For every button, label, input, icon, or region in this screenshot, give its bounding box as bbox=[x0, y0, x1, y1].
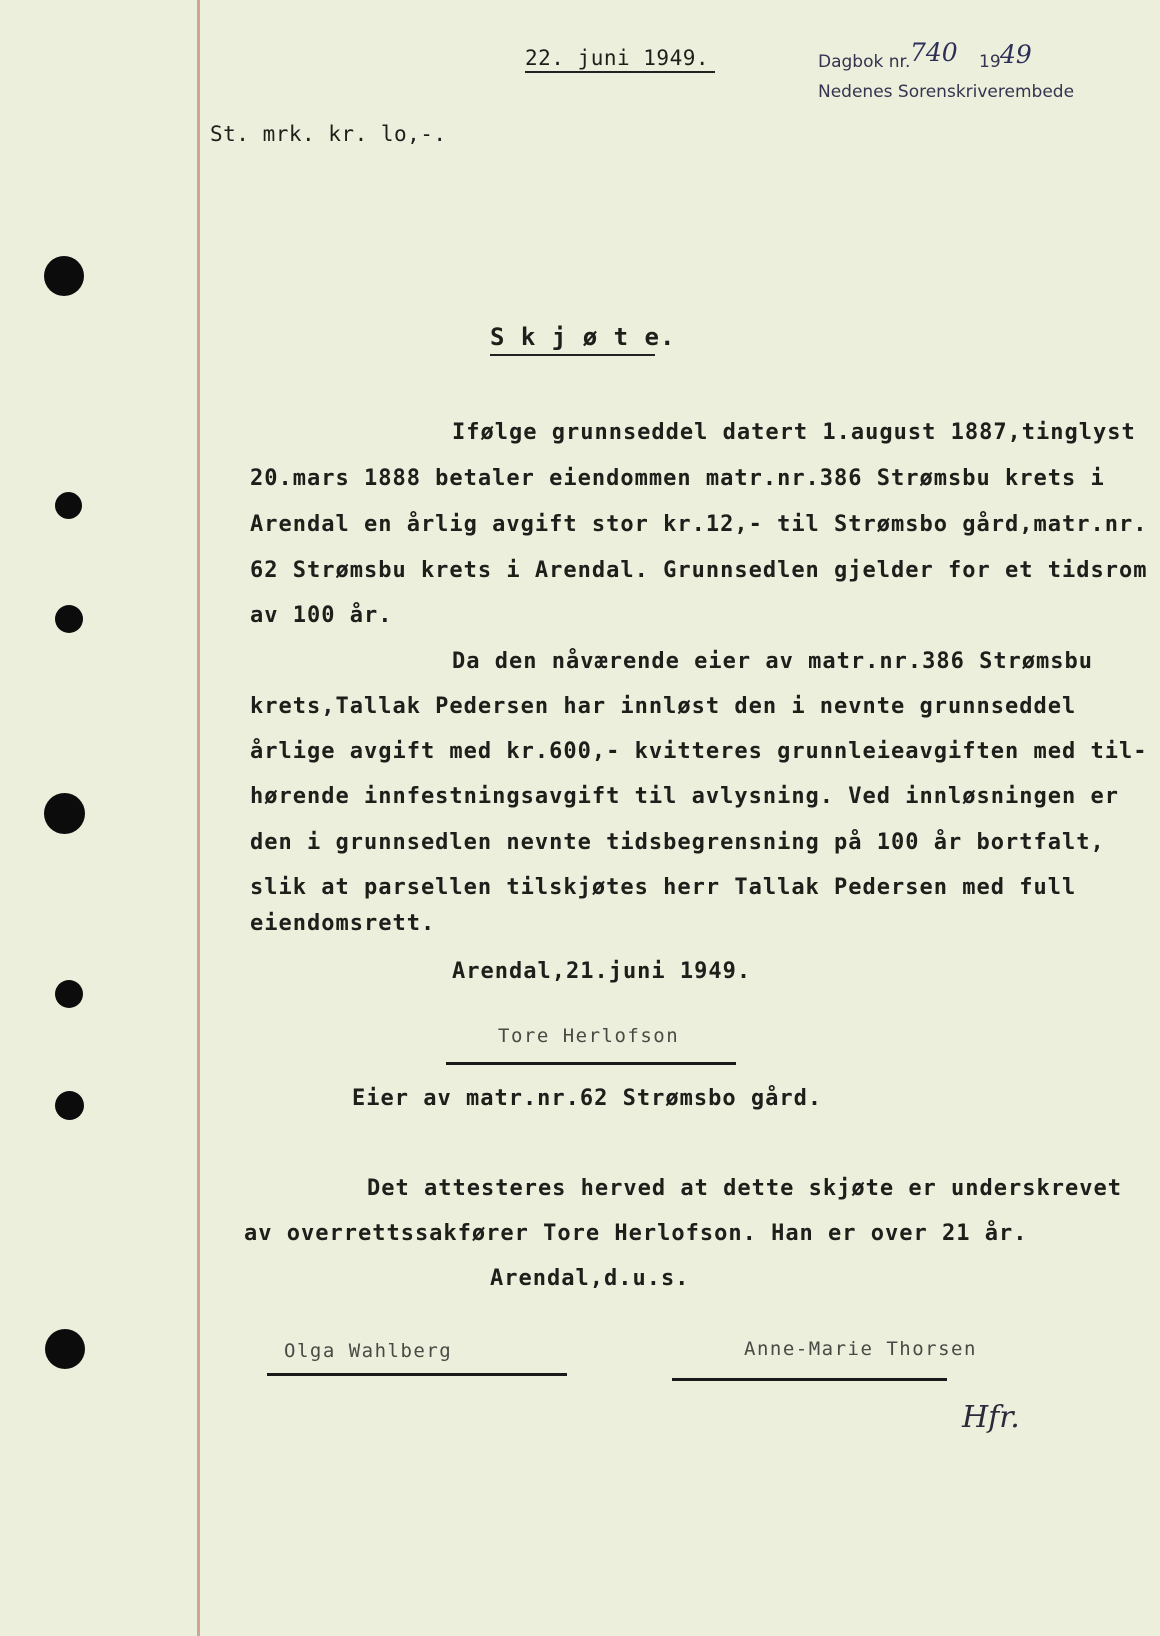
signer-title: Eier av matr.nr.62 Strømsbo gård. bbox=[352, 1086, 823, 1111]
body-line: Ifølge grunnseddel datert 1.august 1887,tinglyst bbox=[452, 420, 1136, 445]
document-date: 22. juni 1949. bbox=[525, 46, 710, 70]
witness-1: Olga Wahlberg bbox=[284, 1340, 453, 1362]
signer-name: Tore Herlofson bbox=[498, 1025, 680, 1047]
place-date: Arendal,21.juni 1949. bbox=[452, 959, 752, 984]
title-underline bbox=[490, 354, 655, 356]
body-line: Da den nåværende eier av matr.nr.386 Strømsbu bbox=[452, 649, 1094, 674]
punch-hole-6 bbox=[55, 1091, 84, 1120]
attest-line: av overrettssakfører Tore Herlofson. Han er over 21 år. bbox=[244, 1221, 1028, 1246]
body-line: Arendal en årlig avgift stor kr.12,- til Strømsbo gård,matr.nr. bbox=[250, 512, 1148, 537]
stamp-dagbok-label: Dagbok nr. bbox=[818, 52, 911, 72]
attest-line: Det attesteres herved at dette skjøte er underskrevet bbox=[367, 1176, 1122, 1201]
date-underline bbox=[525, 71, 715, 73]
body-line: slik at parsellen tilskjøtes herr Tallak Pedersen med full bbox=[250, 875, 1077, 900]
margin-rule bbox=[197, 0, 200, 1636]
stamp-office: Nedenes Sorenskriverembede bbox=[818, 82, 1075, 102]
witness-2-signature-line bbox=[672, 1378, 947, 1381]
body-line: krets,Tallak Pedersen har innløst den i nevnte grunnseddel bbox=[250, 694, 1077, 719]
body-line: årlige avgift med kr.600,- kvitteres grunnleieavgiften med til- bbox=[250, 739, 1148, 764]
body-line: 62 Strømsbu krets i Arendal. Grunnsedlen gjelder for et tidsrom bbox=[250, 558, 1148, 583]
body-line: av 100 år. bbox=[250, 603, 393, 628]
attest-place: Arendal,d.u.s. bbox=[490, 1266, 690, 1291]
body-line: 20.mars 1888 betaler eiendommen matr.nr.386 Strømsbu krets i bbox=[250, 466, 1105, 491]
stamp-year-prefix: 19 bbox=[979, 52, 1001, 72]
punch-hole-3 bbox=[55, 605, 83, 633]
body-line: den i grunnsedlen nevnte tidsbegrensning på 100 år bortfalt, bbox=[250, 830, 1105, 855]
signer-signature-line bbox=[446, 1062, 736, 1065]
witness-1-signature-line bbox=[267, 1373, 567, 1376]
dagbok-number: 740 bbox=[910, 38, 958, 67]
body-line: hørende innfestningsavgift til avlysning. Ved innløsningen er bbox=[250, 784, 1119, 809]
punch-hole-4 bbox=[44, 793, 85, 834]
punch-hole-2 bbox=[55, 492, 82, 519]
body-line: eiendomsrett. bbox=[250, 911, 436, 936]
initials: Hfr. bbox=[962, 1400, 1020, 1435]
punch-hole-7 bbox=[45, 1329, 85, 1369]
punch-hole-1 bbox=[44, 256, 84, 296]
document-title: S k j ø t e. bbox=[490, 323, 676, 351]
punch-hole-5 bbox=[55, 980, 83, 1008]
stamp-fee: St. mrk. kr. lo,-. bbox=[210, 122, 447, 146]
witness-2: Anne-Marie Thorsen bbox=[744, 1338, 977, 1360]
year-suffix: 49 bbox=[1000, 40, 1032, 69]
